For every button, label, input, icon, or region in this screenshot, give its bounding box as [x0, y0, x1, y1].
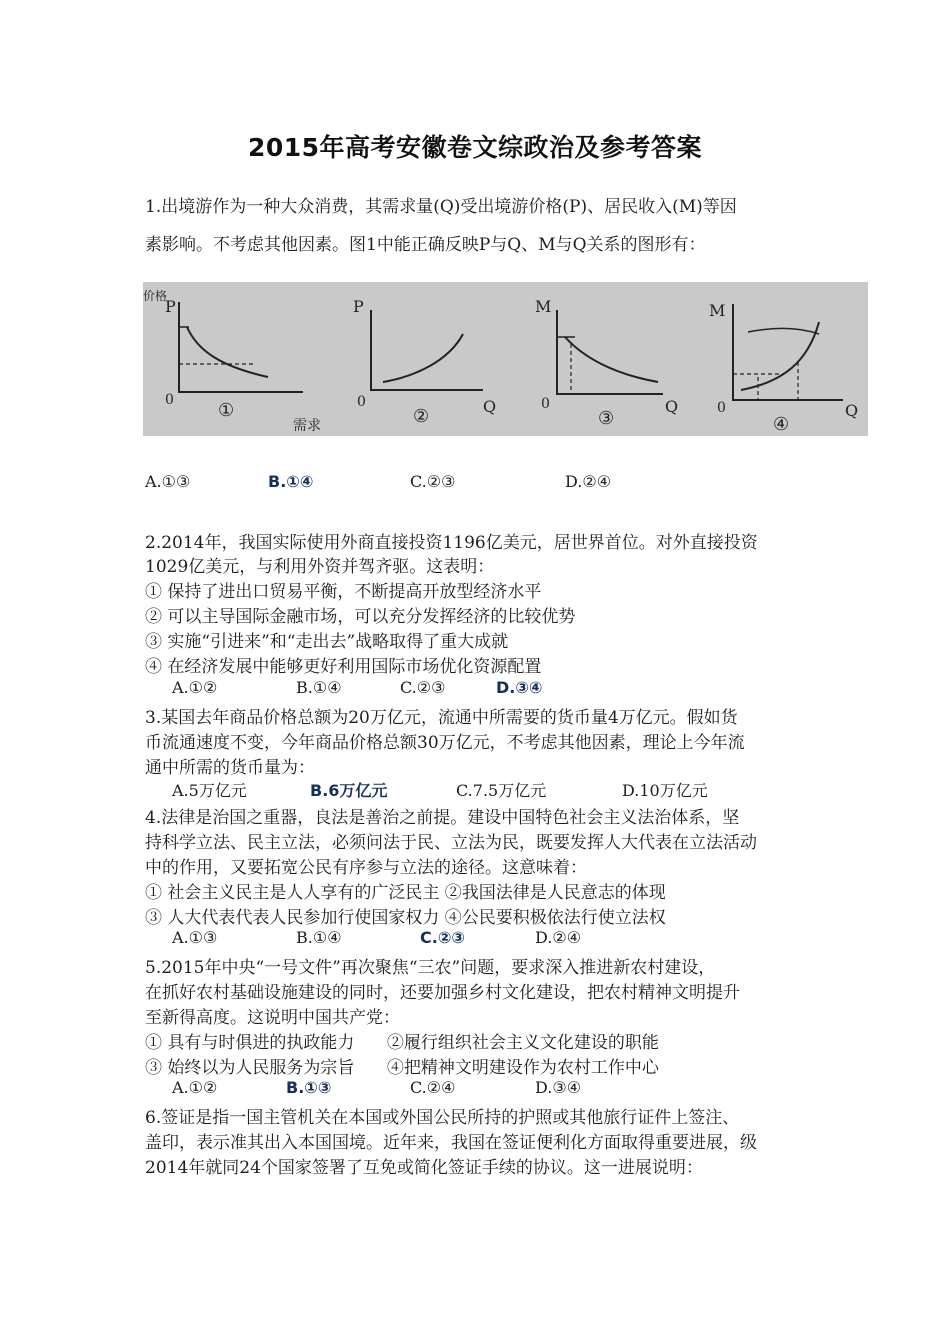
g4-zero: 0 [717, 400, 726, 416]
q1-stem-line1: 1.出境游作为一种大众消费，其需求量(Q)受出境游价格(P)、居民收入(M)等因 [145, 197, 737, 217]
g3-num: ③ [598, 408, 615, 429]
g1-y-hand: 价格 [143, 289, 168, 303]
graph-4 [709, 301, 858, 435]
q4-stem-line3: 中的作用，又要拓宽公民有序参与立法的途径。这意味着： [145, 858, 587, 878]
q5-option-b: B.①③ [286, 1078, 332, 1097]
q6-stem-line3: 2014年就同24个国家签署了互免或简化签证手续的协议。这一进展说明： [145, 1158, 703, 1178]
q5-item-2: ③ 始终以为人民服务为宗旨 ④把精神文明建设作为农村工作中心 [145, 1058, 659, 1078]
q4-option-c: C.②③ [420, 928, 465, 947]
q4-option-d: D.②④ [535, 928, 582, 947]
q1-option-a: A.①③ [145, 472, 191, 491]
g4-y-label: M [709, 301, 726, 320]
q3-option-a: A.5万亿元 [172, 781, 247, 800]
q3-option-d: D.10万亿元 [622, 781, 708, 800]
q1-option-c: C.②③ [410, 472, 456, 491]
q3-option-c: C.7.5万亿元 [456, 781, 547, 800]
q6-stem-line2: 盖印，表示准其出入本国国境。近年来，我国在签证便利化方面取得重要进展，级 [145, 1133, 757, 1153]
q2-stem-line2: 1029亿美元，与利用外资并驾齐驱。这表明： [145, 557, 495, 577]
q3-option-b: B.6万亿元 [310, 781, 388, 800]
q6-stem-line1: 6.签证是指一国主管机关在本国或外国公民所持的护照或其他旅行证件上签注、 [145, 1108, 740, 1128]
graph-1 [143, 288, 321, 434]
q5-option-c: C.②④ [410, 1078, 456, 1097]
q5-item-1: ① 具有与时俱进的执政能力 ②履行组织社会主义文化建设的职能 [145, 1033, 659, 1053]
g2-x-label: Q [483, 397, 497, 416]
g1-y-label: P [165, 297, 176, 316]
g1-x-hand: 需求 [293, 418, 321, 434]
g1-zero: 0 [165, 392, 174, 408]
q2-item-2: ② 可以主导国际金融市场，可以充分发挥经济的比较优势 [145, 607, 576, 627]
g4-x-label: Q [845, 401, 859, 420]
q2-stem-line1: 2.2014年，我国实际使用外商直接投资1196亿美元，居世界首位。对外直接投资 [145, 533, 758, 553]
q2-item-1: ① 保持了进出口贸易平衡，不断提高开放型经济水平 [145, 582, 542, 602]
q3-stem-line1: 3.某国去年商品价格总额为20万亿元，流通中所需要的货币量4万亿元。假如货 [145, 708, 738, 728]
q5-stem-line3: 至新得高度。这说明中国共产党： [145, 1008, 400, 1028]
q3-stem-line3: 通中所需的货币量为： [145, 758, 315, 778]
g2-y-label: P [353, 297, 364, 316]
q3-stem-line2: 币流通速度不变，今年商品价格总额30万亿元，不考虑其他因素，理论上今年流 [145, 733, 745, 753]
page-title: 2015年高考安徽卷文综政治及参考答案 [247, 133, 703, 162]
q5-option-d: D.③④ [535, 1078, 582, 1097]
g2-num: ② [413, 406, 430, 427]
g2-zero: 0 [357, 394, 366, 410]
g3-zero: 0 [541, 396, 550, 412]
q1-option-b: B.①④ [268, 472, 314, 491]
q2-option-b: B.①④ [296, 678, 342, 697]
q2-option-a: A.①② [172, 678, 218, 697]
graph-2 [353, 297, 496, 427]
q5-option-a: A.①② [172, 1078, 218, 1097]
q4-stem-line1: 4.法律是治国之重器，良法是善治之前提。建设中国特色社会主义法治体系，坚 [145, 808, 740, 828]
q4-option-b: B.①④ [296, 928, 342, 947]
q4-stem-line2: 持科学立法、民主立法，必须问法于民、立法为民，既要发挥人大代表在立法活动 [145, 833, 757, 853]
g4-num: ④ [773, 414, 790, 435]
q2-option-d: D.③④ [496, 678, 543, 697]
q1-stem-line2: 素影响。不考虑其他因素。图1中能正确反映P与Q、M与Q关系的图形有： [145, 235, 706, 255]
q2-option-c: C.②③ [400, 678, 446, 697]
g1-num: ① [218, 400, 235, 421]
q1-option-d: D.②④ [565, 472, 612, 491]
g3-x-label: Q [665, 397, 679, 416]
g3-y-label: M [535, 297, 552, 316]
graph-3 [535, 297, 678, 429]
q4-item-1: ① 社会主义民主是人人享有的广泛民主 ②我国法律是人民意志的体现 [145, 883, 666, 903]
q5-stem-line1: 5.2015年中央“一号文件”再次聚焦“三农”问题，要求深入推进新农村建设， [145, 958, 716, 978]
q1-figure [143, 282, 868, 436]
q2-item-3: ③ 实施“引进来”和“走出去”战略取得了重大成就 [145, 632, 509, 652]
q2-item-4: ④ 在经济发展中能够更好利用国际市场优化资源配置 [145, 657, 542, 677]
q4-option-a: A.①③ [172, 928, 218, 947]
q4-item-2: ③ 人大代表代表人民参加行使国家权力 ④公民要积极依法行使立法权 [145, 908, 666, 928]
q5-stem-line2: 在抓好农村基础设施建设的同时，还要加强乡村文化建设，把农村精神文明提升 [145, 983, 740, 1003]
